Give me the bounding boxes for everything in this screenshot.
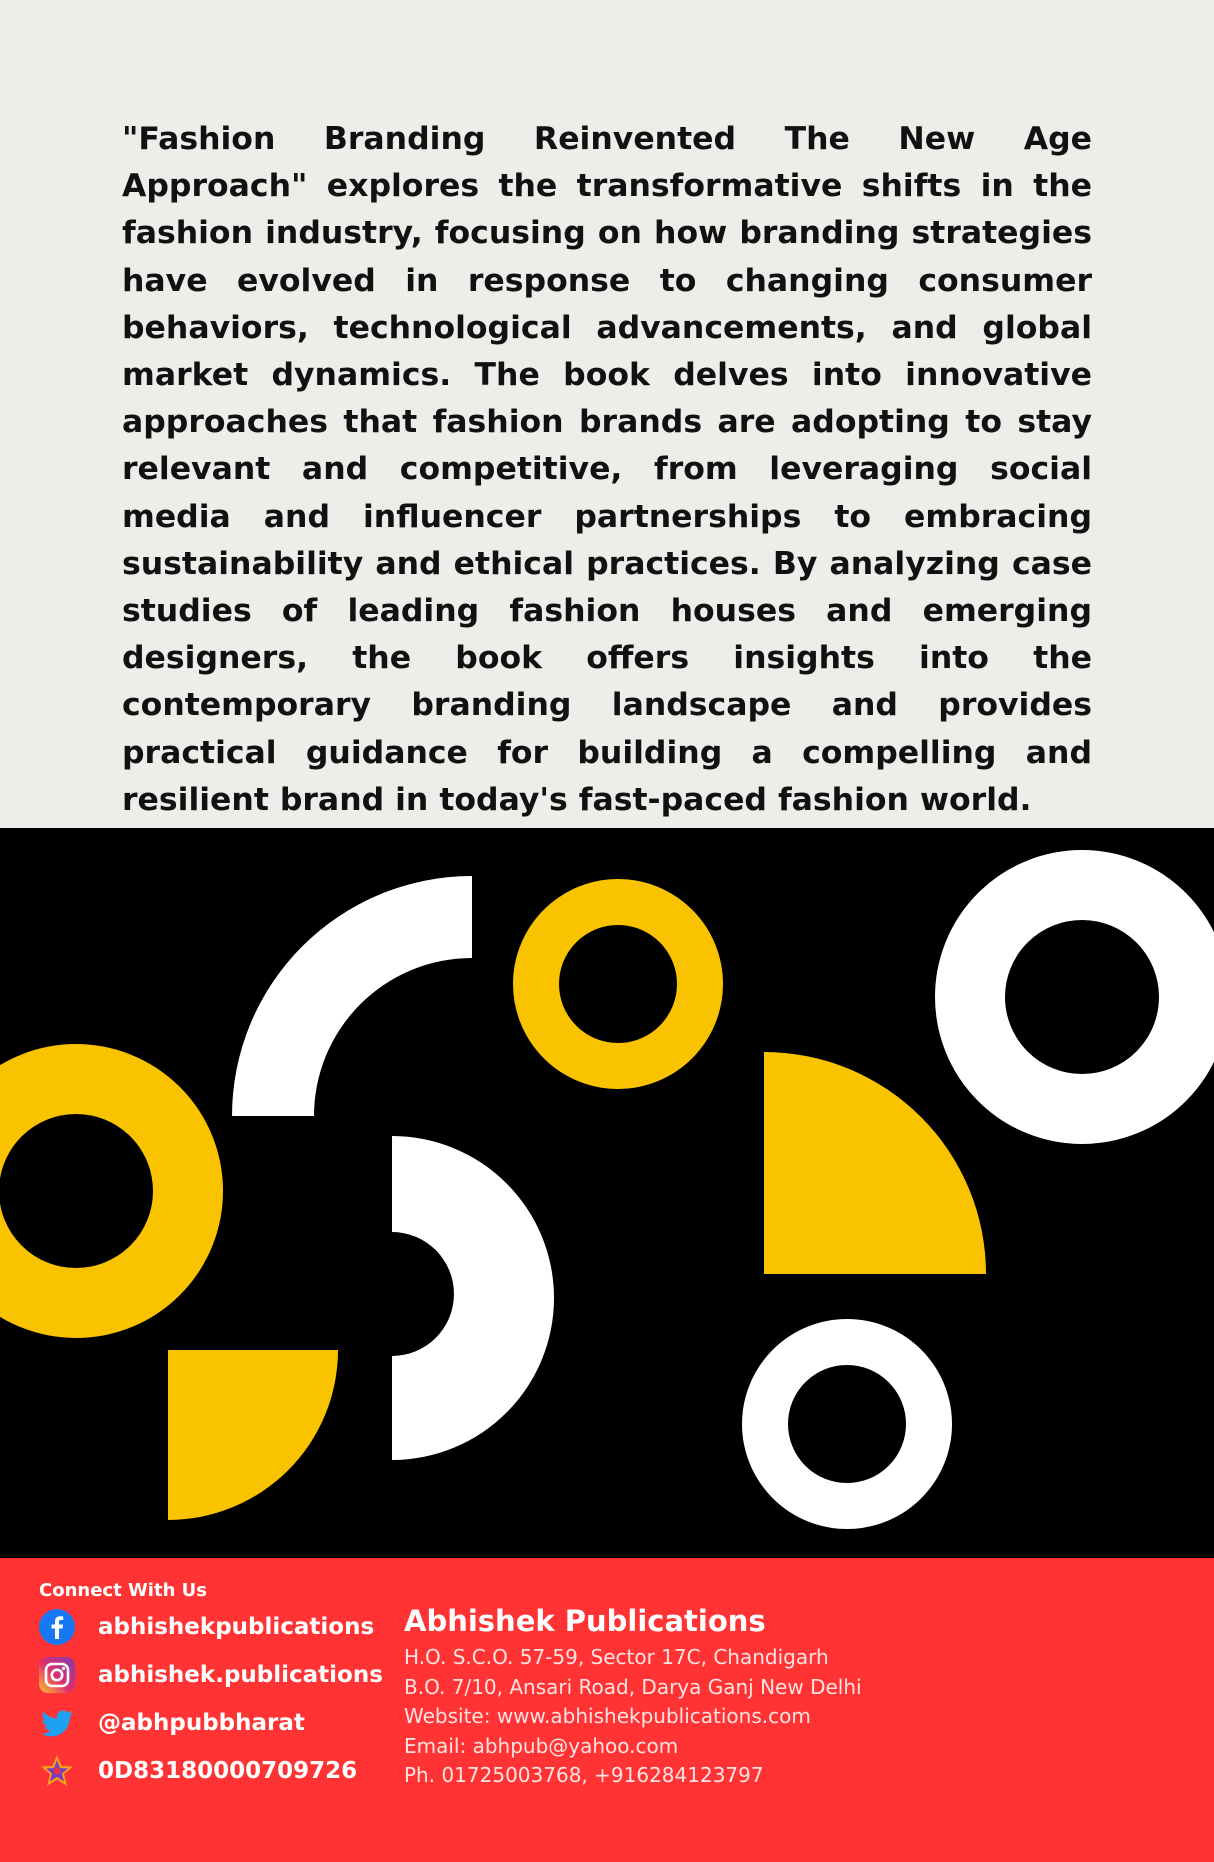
description-panel [0, 0, 1214, 828]
social-facebook[interactable] [38, 1608, 374, 1646]
email-link[interactable]: Email: abhpub@yahoo.com [404, 1733, 679, 1758]
social-instagram[interactable] [38, 1656, 383, 1694]
instagram-icon [38, 1656, 76, 1694]
star-icon [38, 1752, 76, 1790]
other-id: 0D83180000709726 [98, 1758, 358, 1784]
head-office-address: H.O. S.C.O. 57-59, Sector 17C, Chandigarh [404, 1645, 829, 1669]
shapes-canvas [0, 828, 1214, 1558]
book-description: "Fashion Branding Reinvented The New Age Approach" explores the transformative shifts in the fashion industry, focusing on how branding strategies have evolved in response to changing consumer behaviors, technological advancements, and global market dynamics. The book delves into innovative approaches that fashion brands are adopting to stay relevant and competitive, from leveraging social media and influencer partnerships to embracing sustainability and ethical practices. By analyzing case studies of leading fashion houses and emerging designers, the book offers insights into the contemporary branding landscape and provides practical guidance for building a compelling and resilient brand in today's fast-paced fashion world. [122, 121, 1092, 818]
facebook-icon [38, 1608, 76, 1646]
phone-numbers: Ph. 01725003768, +916284123797 [404, 1763, 764, 1787]
connect-title: Connect With Us [39, 1580, 207, 1601]
publisher-name: Abhishek Publications [404, 1604, 766, 1638]
instagram-handle: abhishek.publications [98, 1662, 383, 1688]
geometric-artwork [0, 828, 1214, 1558]
facebook-handle: abhishekpublications [98, 1614, 375, 1640]
publisher-footer [0, 1558, 1214, 1862]
social-twitter[interactable] [38, 1704, 305, 1742]
website-link[interactable]: Website: www.abhishekpublications.com [404, 1704, 811, 1728]
branch-office-address: B.O. 7/10, Ansari Road, Darya Ganj New Delhi [404, 1674, 862, 1699]
twitter-handle: @abhpubbharat [98, 1710, 305, 1736]
twitter-icon [38, 1704, 76, 1742]
social-other[interactable] [38, 1752, 357, 1790]
publisher-block [404, 1603, 862, 1791]
